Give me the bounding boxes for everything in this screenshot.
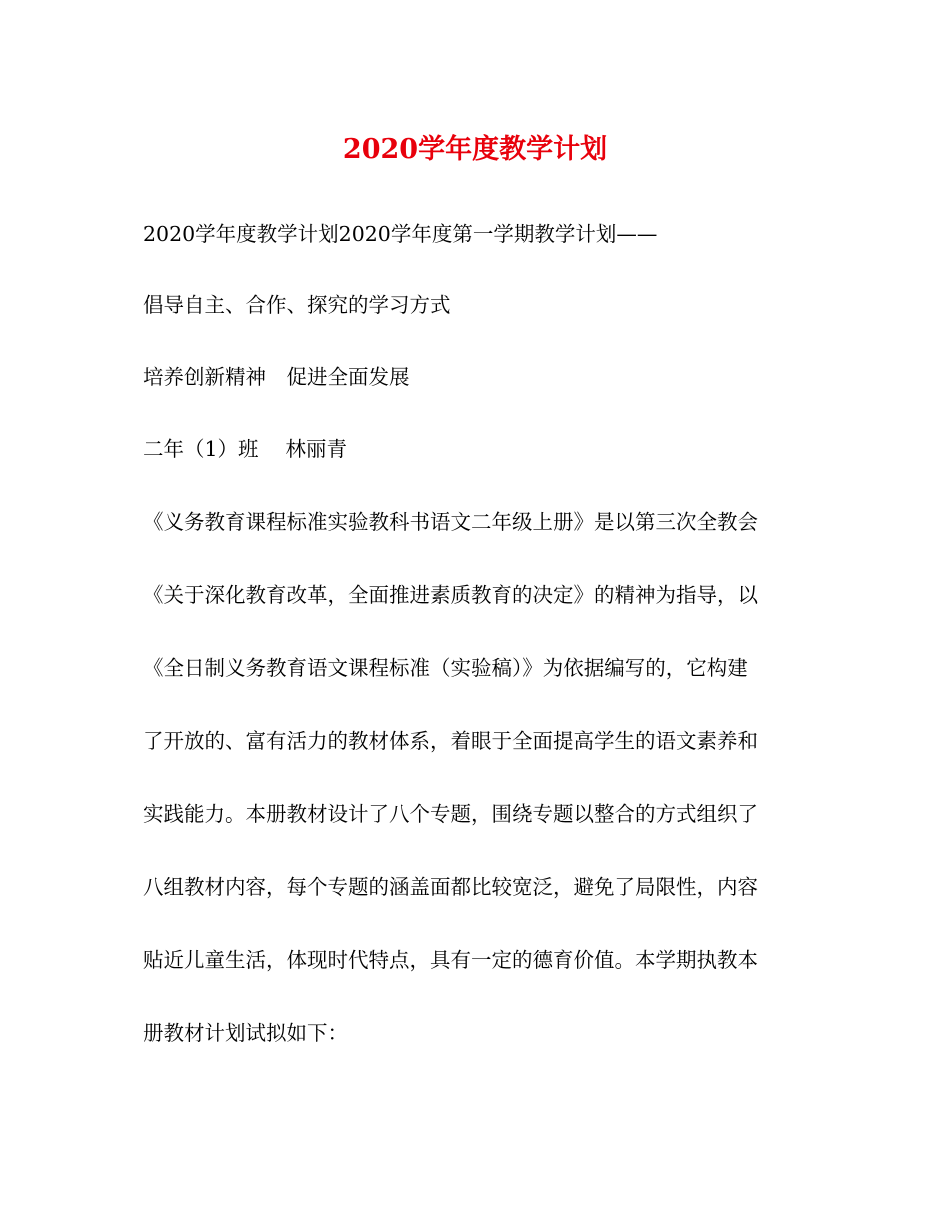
subtitle-line: 培养创新精神 促进全面发展 [143, 365, 410, 389]
document-title: 2020学年度教学计划 [342, 134, 608, 165]
paragraph-line: 《全日制义务教育语文课程标准（实验稿）》为依据编写的，它构建 [143, 656, 748, 680]
paragraph-line: 了开放的、富有活力的教材体系，着眼于全面提高学生的语文素养和 [143, 729, 758, 753]
author-line: 二年（1）班 林丽青 [143, 437, 348, 461]
paragraph-line: 八组教材内容，每个专题的涵盖面都比较宽泛，避免了局限性，内容 [143, 875, 758, 899]
paragraph-line: 册教材计划试拟如下： [143, 1021, 348, 1045]
paragraph-line: 《义务教育课程标准实验教科书语文二年级上册》是以第三次全教会 [143, 510, 758, 534]
paragraph-line: 贴近儿童生活，体现时代特点，具有一定的德育价值。本学期执教本 [143, 948, 758, 972]
paragraph-line: 《关于深化教育改革，全面推进素质教育的决定》的精神为指导，以 [143, 583, 758, 607]
subtitle-line: 倡导自主、合作、探究的学习方式 [143, 293, 451, 317]
intro-line: 2020学年度教学计划2020学年度第一学期教学计划—— [143, 222, 658, 246]
paragraph-line: 实践能力。本册教材设计了八个专题，围绕专题以整合的方式组织了 [143, 802, 758, 826]
